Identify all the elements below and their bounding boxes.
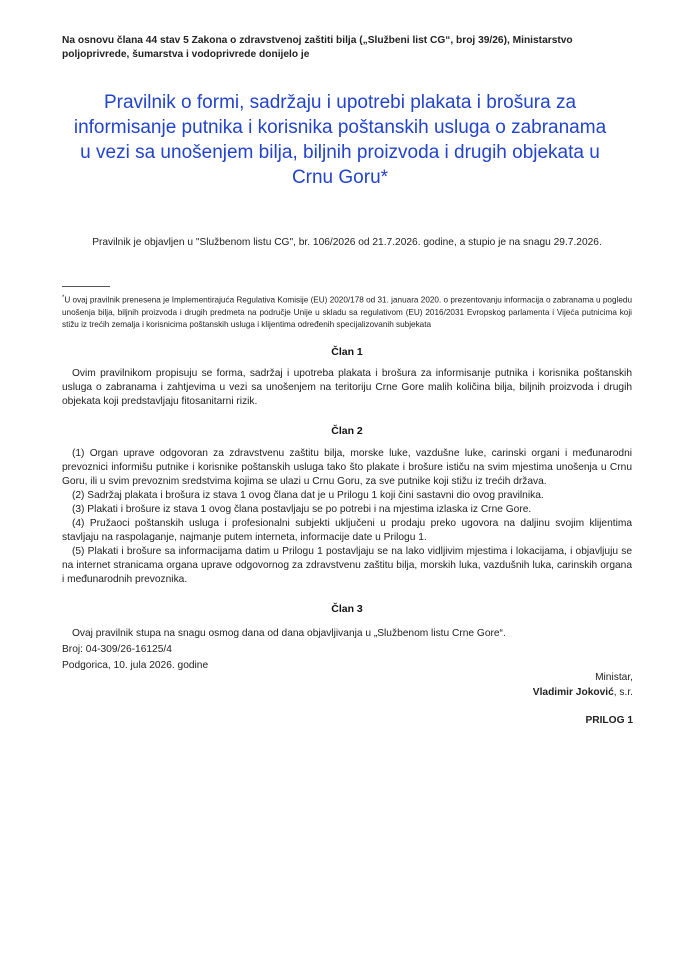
footnote-divider bbox=[62, 286, 110, 287]
footnote-marker: * bbox=[62, 295, 65, 301]
minister-suffix: , s.r. bbox=[613, 687, 633, 698]
clan-2-item-4: (4) Pružaoci poštanskih usluga i profesionalni subjekti uključeni u prodaju preko ugovora na daljinu svojim klijentima stavljaju na raspolaganje, najmanje putem interneta, informacije date u Prilogu 1. bbox=[62, 518, 632, 543]
clan-2-item-3: (3) Plakati i brošure iz stava 1 ovog člana postavljaju se po potrebi i na mjestima izlaska iz Crne Gore. bbox=[72, 504, 532, 515]
footnote bbox=[62, 292, 632, 331]
intro-paragraph: Na osnovu člana 44 stav 5 Zakona o zdravstvenoj zaštiti bilja („Službeni list CG“, broj 39/26), Ministarstvo poljoprivrede, šumarstva i vodoprivrede donijelo je bbox=[62, 35, 573, 60]
clan-2-item-2: (2) Sadržaj plakata i brošura iz stava 1 ovog člana dat je u Prilogu 1 koji čini sastavni dio ovog pravilnika. bbox=[72, 490, 544, 501]
clan-1-paragraph: Ovim pravilnikom propisuju se forma, sadržaj i upotreba plakata i brošura za informisanje putnika i korisnika poštanskih usluga o zabranama i zahtjevima u vezi sa unošenjem na teritoriju Crne Gore malih količina bilja, biljnih proizvoda i drugih objekata koji predstavljaju fitosanitarni rizik. bbox=[62, 368, 632, 407]
document-number: Broj: 04-309/26-16125/4 bbox=[62, 644, 172, 655]
publication-note: Pravilnik je objavljen u "Službenom listu CG", br. 106/2026 od 21.7.2026. godine, a stupio je na snagu 29.7.2026. bbox=[92, 237, 602, 248]
clan-2-heading: Član 2 bbox=[331, 425, 363, 437]
clan-2-item-1: (1) Organ uprave odgovoran za zdravstvenu zaštitu bilja, morske luke, vazdušne luke, carinski organi i međunarodni prevoznici informišu putnike i korisnike poštanskih usluga tako što plakate i brošure ističu na svim mjestima unošenja u Crnu Goru, ili u svim prevoznim sredstvima kojima se ulazi u Crnu Goru, za sve putnike koji stižu iz trećih država. bbox=[62, 448, 632, 487]
annex-label: PRILOG 1 bbox=[585, 715, 633, 726]
clan-2-text bbox=[62, 447, 632, 587]
clan-3-heading: Član 3 bbox=[331, 603, 363, 615]
clan-1-heading: Član 1 bbox=[331, 346, 363, 358]
minister-label: Ministar, bbox=[595, 672, 633, 683]
place-date: Podgorica, 10. jula 2026. godine bbox=[62, 660, 209, 671]
document-title: Pravilnik o formi, sadržaju i upotrebi plakata i brošura za informisanje putnika i korisnika poštanskih usluga o zabranama u vezi sa unošenjem bilja, biljnih proizvoda i drugih objekata u Crnu Goru* bbox=[73, 92, 607, 188]
clan-1-text bbox=[62, 367, 632, 409]
clan-3-text: Ovaj pravilnik stupa na snagu osmog dana od dana objavljivanja u „Službenom listu Crne Gore“. bbox=[72, 628, 506, 639]
footnote-text: U ovaj pravilnik prenesena je Implementirajuća Regulativa Komisije (EU) 2020/178 od 31. januara 2020. o prezentovanju informacija o zabranama u pogledu unošenja bilja, biljnih proizvoda i drugih predmeta na područje Unije u skladu sa regulativom (EU) 2016/2031 Evropskog parlamenta i Vijeća putnicima koji stižu iz trećih zemalja i korisnicima poštanskih usluga i klijentima određenih specijalizovanih subjekata bbox=[62, 295, 632, 329]
minister-signature bbox=[533, 686, 633, 700]
minister-name: Vladimir Joković bbox=[532, 687, 614, 698]
clan-2-item-5: (5) Plakati i brošure sa informacijama datim u Prilogu 1 postavljaju se na lako vidljivim mjestima i lokacijama, i objavljuju se na internet stranicama organa uprave odgovornog za zdravstvenu zaštitu bilja, morskih luka, vazdušnih luka, carinskih organa i međunarodnih prevoznika. bbox=[62, 546, 632, 585]
